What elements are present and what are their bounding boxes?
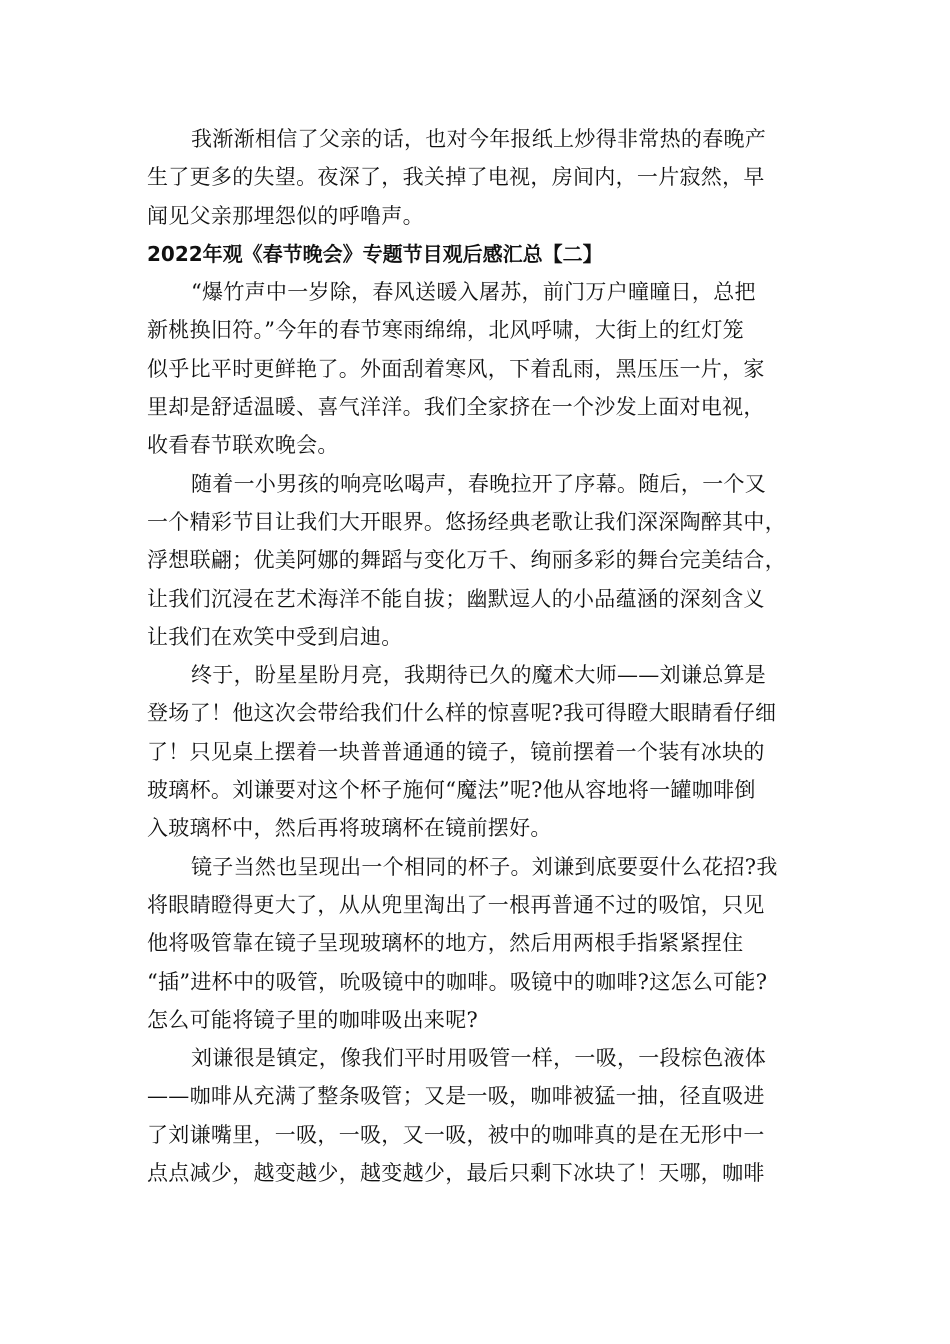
text-line: 刘谦很是镇定，像我们平时用吸管一样，一吸，一段棕色液体 [191,1046,767,1071]
text-line: 镜子当然也呈现出一个相同的杯子。刘谦到底要耍什么花招?我 [191,854,778,879]
text-line: 登场了！他这次会带给我们什么样的惊喜呢?我可得瞪大眼睛看仔细 [147,701,777,726]
text-line: 了刘谦嘴里，一吸，一吸，又一吸，被中的咖啡真的是在无形中一 [147,1122,765,1147]
text-line: 终于，盼星星盼月亮，我期待已久的魔术大师——刘谦总算是 [191,663,767,688]
text-line: 生了更多的失望。夜深了，我关掉了电视，房间内，一片寂然，早 [147,165,765,190]
paragraph-2 [147,273,847,464]
text-line: 将眼睛瞪得更大了，从从兜里淘出了一根再普通不过的吸馆，只见 [147,892,765,917]
text-line: 随着一小男孩的响亮吆喝声，春晚拉开了序幕。随后，一个又 [191,471,767,496]
section-heading: 2022年观《春节晚会》专题节目观后感汇总【二】 [147,241,603,266]
text-line: 让我们沉浸在艺术海洋不能自拔；幽默逗人的小品蕴涵的深刻含义 [147,586,765,611]
text-line: 似乎比平时更鲜艳了。外面刮着寒风，下着乱雨，黑压压一片，家 [147,356,765,381]
document-body [147,120,847,1192]
text-line: 新桃换旧符。”今年的春节寒雨绵绵，北风呼啸，大街上的红灯笼 [147,318,744,343]
paragraph-6 [147,1039,847,1192]
text-line: 浮想联翩；优美阿娜的舞蹈与变化万千、绚丽多彩的舞台完美结合， [147,548,786,573]
text-line: ——咖啡从充满了整条吸管；又是一吸，咖啡被猛一抽，径直吸进 [147,1084,765,1109]
paragraph-4 [147,656,847,847]
text-line: 收看春节联欢晚会。 [147,433,339,458]
text-line: 了！只见桌上摆着一块普普通通的镜子，镜前摆着一个装有冰块的 [147,739,765,764]
text-line: 玻璃杯。刘谦要对这个杯子施何“魔法”呢?他从容地将一罐咖啡倒 [147,778,756,803]
text-line: 点点减少，越变越少，越变越少，最后只剩下冰块了！天哪，咖啡 [147,1161,765,1186]
text-line: 一个精彩节目让我们大开眼界。悠扬经典老歌让我们深深陶醉其中， [147,509,786,534]
text-line: 让我们在欢笑中受到启迪。 [147,624,403,649]
text-line: 他将吸管靠在镜子呈现玻璃杯的地方，然后用两根手指紧紧捏住 [147,931,744,956]
text-line: 里却是舒适温暖、喜气洋洋。我们全家挤在一个沙发上面对电视， [147,395,765,420]
text-line: 闻见父亲那埋怨似的呼噜声。 [147,203,424,228]
text-line: “插”进杯中的吸管，吮吸镜中的咖啡。吸镜中的咖啡?这怎么可能? [147,969,768,994]
paragraph-1 [147,120,847,235]
paragraph-5 [147,848,847,1039]
text-line: 入玻璃杯中，然后再将玻璃杯在镜前摆好。 [147,816,552,841]
text-line: “爆竹声中一岁除，春风送暖入屠苏，前门万户曈曈日，总把 [191,280,756,305]
paragraph-3 [147,465,847,656]
text-line: 怎么可能将镜子里的咖啡吸出来呢? [147,1007,479,1032]
text-line: 我渐渐相信了父亲的话，也对今年报纸上炒得非常热的春晚产 [191,127,767,151]
